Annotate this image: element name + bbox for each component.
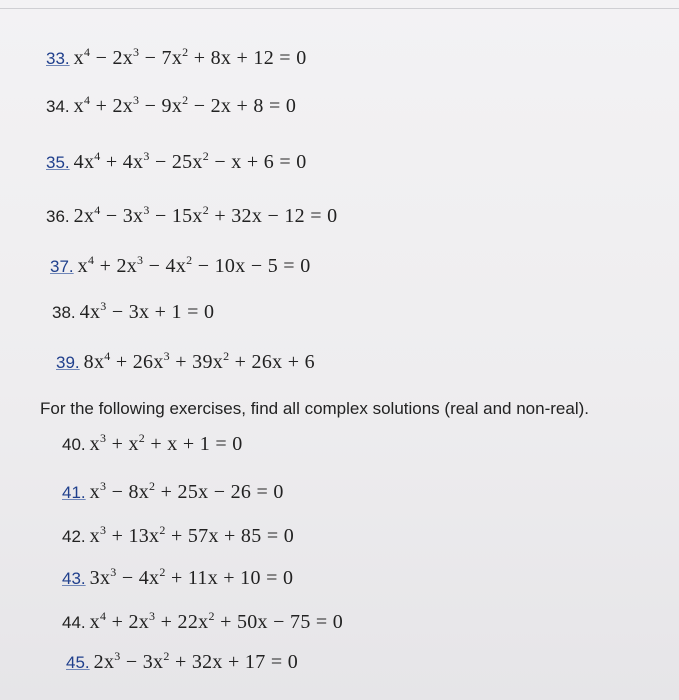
problem-44 (62, 610, 343, 635)
problem-equation: $x^4 + 2x^3 - 9x^2 - 2x + 8 = 0$ (73, 93, 297, 117)
problem-34 (46, 94, 296, 119)
problem-equation: $3x^3 - 4x^2 + 11x + 10 = 0$ (89, 565, 294, 589)
problem-equation: $x^3 + 13x^2 + 57x + 85 = 0$ (89, 523, 295, 547)
problem-equation: $x^3 + x^2 + x + 1 = 0$ (89, 431, 243, 455)
problem-equation: $8x^4 + 26x^3 + 39x^2 + 26x + 6$ (83, 349, 315, 373)
problem-number-link[interactable]: 37. (50, 257, 74, 276)
problem-number: 44. (62, 613, 86, 632)
problem-40 (62, 432, 243, 457)
problem-equation: $2x^4 - 3x^3 - 15x^2 + 32x - 12 = 0$ (73, 203, 338, 227)
problem-number-link[interactable]: 39. (56, 353, 80, 372)
problem-number-link[interactable]: 43. (62, 569, 86, 588)
problem-number: 40. (62, 435, 86, 454)
problem-number: 36. (46, 207, 70, 226)
problem-37 (50, 254, 311, 279)
problem-number: 34. (46, 97, 70, 116)
problem-number-link[interactable]: 35. (46, 153, 70, 172)
problem-38 (52, 300, 214, 325)
problem-number-link[interactable]: 33. (46, 49, 70, 68)
problem-equation: $2x^3 - 3x^2 + 32x + 17 = 0$ (93, 649, 298, 673)
problem-equation: $x^4 + 2x^3 - 4x^2 - 10x - 5 = 0$ (77, 253, 311, 277)
problem-35 (46, 150, 307, 175)
problem-39 (56, 350, 315, 375)
page-top-rule (0, 8, 679, 9)
problem-45 (66, 650, 298, 675)
problem-33 (46, 46, 307, 71)
problem-43 (62, 566, 293, 591)
problem-41 (62, 480, 284, 505)
problem-number-link[interactable]: 45. (66, 653, 90, 672)
problem-equation: $x^3 - 8x^2 + 25x - 26 = 0$ (89, 479, 284, 503)
problem-number: 42. (62, 527, 86, 546)
exercise-instruction: For the following exercises, find all complex solutions (real and non-real). (40, 399, 589, 418)
problem-number-link[interactable]: 41. (62, 483, 86, 502)
problem-number: 38. (52, 303, 76, 322)
problem-equation: $4x^3 - 3x + 1 = 0$ (79, 299, 215, 323)
problem-equation: $x^4 - 2x^3 - 7x^2 + 8x + 12 = 0$ (73, 45, 307, 69)
problem-42 (62, 524, 294, 549)
problem-equation: $4x^4 + 4x^3 - 25x^2 - x + 6 = 0$ (73, 149, 307, 173)
problem-36 (46, 204, 337, 229)
problem-equation: $x^4 + 2x^3 + 22x^2 + 50x - 75 = 0$ (89, 609, 344, 633)
